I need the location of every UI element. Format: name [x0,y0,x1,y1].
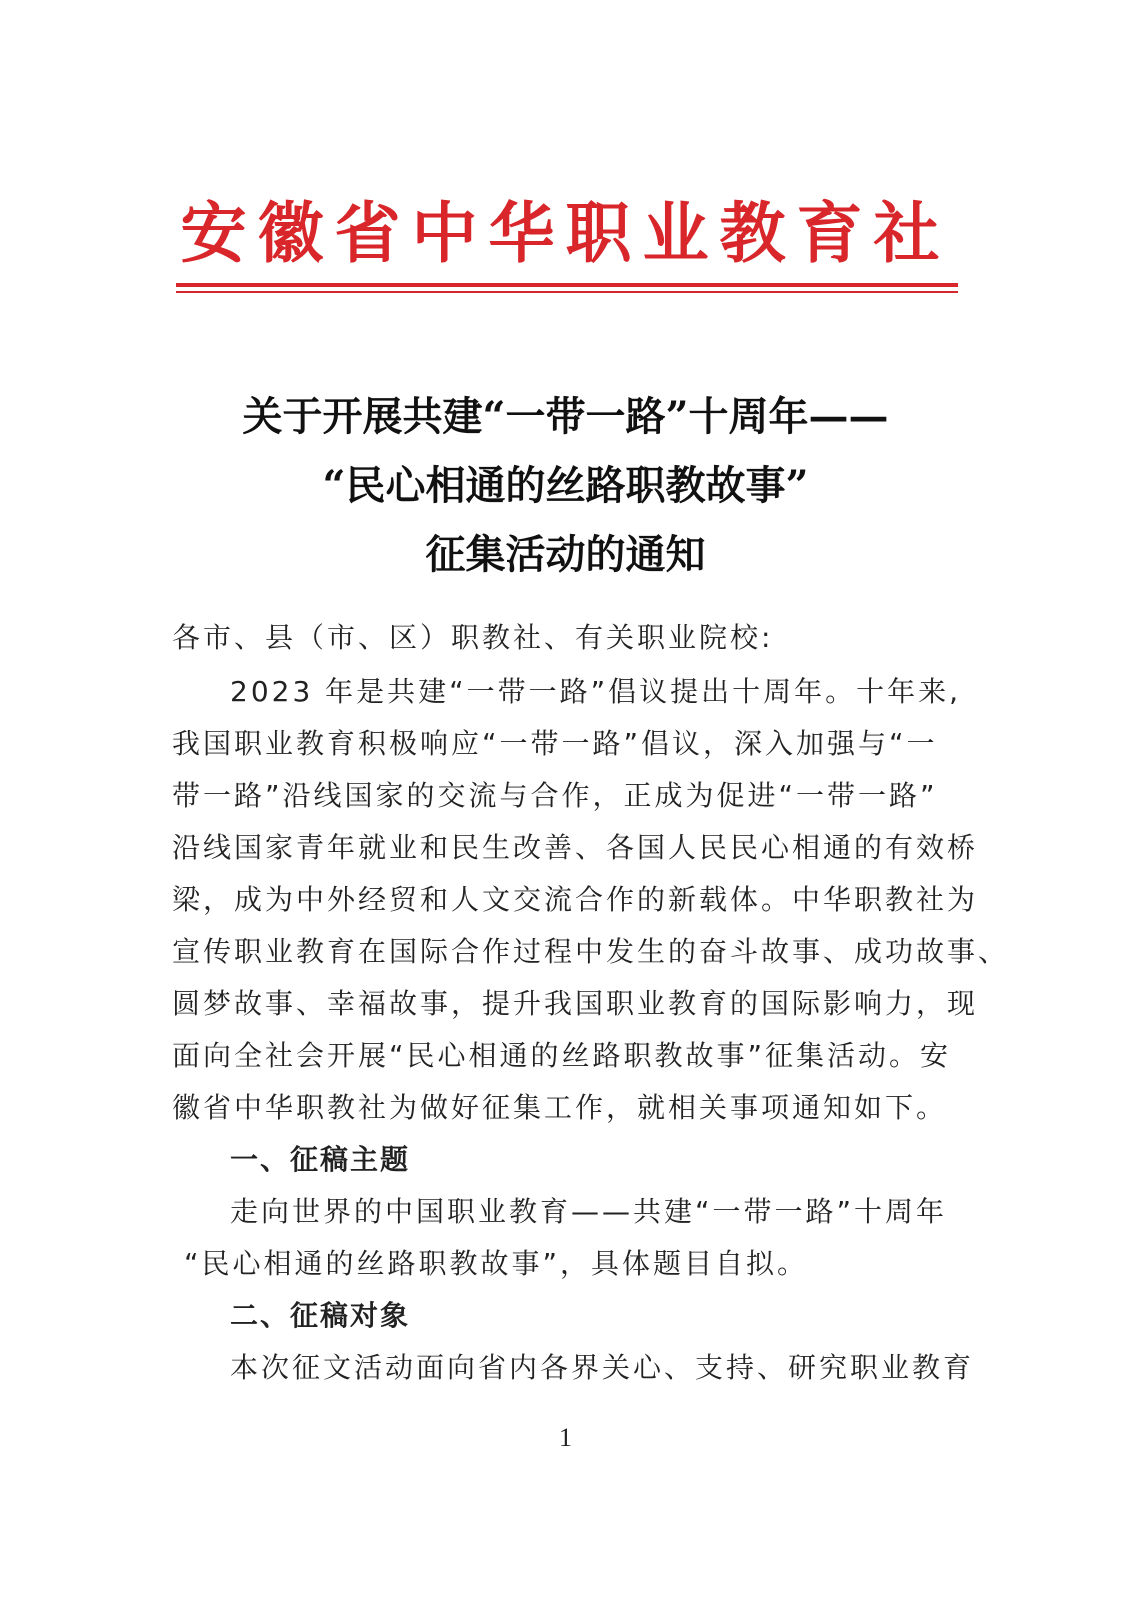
paragraph1-line-7: 圆梦故事、幸福故事，提升我国职业教育的国际影响力，现 [172,987,979,1020]
paragraph1-line-9: 徽省中华职教社为做好征集工作，就相关事项通知如下。 [172,1091,948,1124]
section1-heading: 一、征稿主题 [230,1143,411,1176]
paragraph1-line-4: 沿线国家青年就业和民生改善、各国人民民心相通的有效桥 [172,831,979,864]
paragraph1-line-5: 梁，成为中外经贸和人文交流合作的新载体。中华职教社为 [172,883,979,916]
section1-line-2: “民心相通的丝路职教故事”，具体题目自拟。 [184,1247,809,1280]
title-line-1: 关于开展共建“一带一路”十周年—— [242,393,889,440]
section2-line-1: 本次征文活动面向省内各界关心、支持、研究职业教育 [230,1351,975,1384]
paragraph1-line-2: 我国职业教育积极响应“一带一路”倡议，深入加强与“一 [172,727,938,760]
page-number: 1 [559,1423,572,1452]
title-line-3: 征集活动的通知 [425,531,706,578]
paragraph1-line-3: 带一路”沿线国家的交流与合作，正成为促进“一带一路” [172,779,938,812]
organization-header: 安徽省中华职业教育社 [180,195,951,272]
section2-heading: 二、征稿对象 [230,1299,411,1332]
document-body [172,0,1010,1600]
title-line-2: “民心相通的丝路职教故事” [322,462,809,509]
paragraph1-line-8: 面向全社会开展“民心相通的丝路职教故事”征集活动。安 [172,1039,952,1072]
section1-line-1: 走向世界的中国职业教育——共建“一带一路”十周年 [230,1195,948,1228]
paragraph1-line-6: 宣传职业教育在国际合作过程中发生的奋斗故事、成功故事、 [172,935,1010,968]
salutation: 各市、县（市、区）职教社、有关职业院校: [172,621,774,654]
paragraph1-line-1: 2023 年是共建“一带一路”倡议提出十周年。十年来, [230,675,962,708]
